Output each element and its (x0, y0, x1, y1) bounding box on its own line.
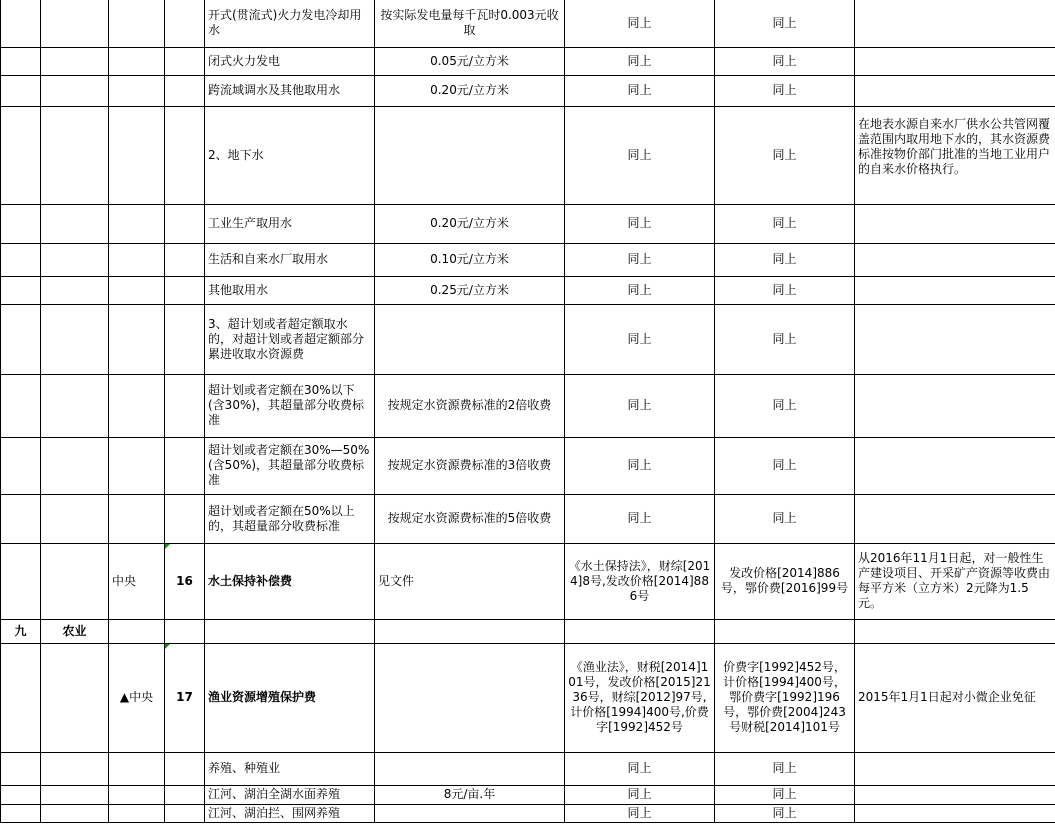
level-cell[interactable]: ▲中央 (109, 643, 165, 752)
standard-cell[interactable]: 8元/亩.年 (375, 785, 565, 804)
price-basis-cell[interactable]: 同上 (715, 437, 855, 494)
price-basis-cell[interactable]: 同上 (715, 75, 855, 106)
basis-cell[interactable]: 同上 (565, 374, 715, 437)
note-cell[interactable] (855, 494, 1055, 543)
basis-cell[interactable]: 同上 (565, 785, 715, 804)
standard-cell[interactable] (375, 804, 565, 822)
item-cell[interactable]: 3、超计划或者超定额取水的，对超计划或者超定额部分累进收取水资源费 (205, 304, 375, 374)
table-row (1, 785, 1055, 804)
item-cell[interactable]: 跨流域调水及其他取用水 (205, 75, 375, 106)
item-cell[interactable]: 闭式火力发电 (205, 47, 375, 75)
note-cell[interactable] (855, 785, 1055, 804)
item-cell[interactable]: 养殖、种殖业 (205, 752, 375, 785)
basis-cell[interactable]: 同上 (565, 437, 715, 494)
table-row (1, 752, 1055, 785)
table-row (1, 243, 1055, 276)
note-cell[interactable] (855, 276, 1055, 304)
note-cell[interactable]: 在地表水源自来水厂供水公共管网覆盖范围内取用地下水的，其水资源费标准按物价部门批准的当地工业用户的自来水价格执行。 (855, 106, 1055, 204)
item-cell[interactable]: 生活和自来水厂取用水 (205, 243, 375, 276)
standard-cell[interactable]: 按规定水资源费标准的2倍收费 (375, 374, 565, 437)
standard-cell[interactable]: 见文件 (375, 543, 565, 619)
basis-cell[interactable]: 同上 (565, 804, 715, 822)
price-basis-cell[interactable]: 同上 (715, 374, 855, 437)
table-row (1, 0, 1055, 47)
basis-cell[interactable]: 同上 (565, 276, 715, 304)
basis-cell[interactable]: 《渔业法》，财税[2014]101号，发改价格[2015]2136号，财综[2012]97号,计价格[1994]400号,价费字[1992]452号 (565, 643, 715, 752)
note-cell[interactable] (855, 204, 1055, 243)
note-cell[interactable] (855, 804, 1055, 822)
basis-cell[interactable]: 同上 (565, 0, 715, 47)
price-basis-cell[interactable]: 同上 (715, 276, 855, 304)
standard-cell[interactable]: 0.20元/立方米 (375, 204, 565, 243)
standard-cell[interactable]: 0.20元/立方米 (375, 75, 565, 106)
price-basis-cell[interactable]: 同上 (715, 304, 855, 374)
table-row (1, 106, 1055, 204)
price-basis-cell[interactable]: 同上 (715, 243, 855, 276)
note-cell[interactable] (855, 243, 1055, 276)
table-row (1, 276, 1055, 304)
table-row (1, 304, 1055, 374)
table-row (1, 494, 1055, 543)
note-cell[interactable] (855, 437, 1055, 494)
item-name[interactable]: 渔业资源增殖保护费 (205, 643, 375, 752)
standard-cell[interactable]: 按规定水资源费标准的5倍收费 (375, 494, 565, 543)
section-title[interactable]: 农业 (41, 619, 109, 643)
price-basis-cell[interactable]: 同上 (715, 204, 855, 243)
basis-cell[interactable]: 《水土保持法》，财综[2014]8号,发改价格[2014]886号 (565, 543, 715, 619)
note-cell[interactable] (855, 374, 1055, 437)
note-cell[interactable]: 2015年1月1日起对小微企业免征 (855, 643, 1055, 752)
standard-cell[interactable] (375, 643, 565, 752)
standard-cell[interactable]: 0.05元/立方米 (375, 47, 565, 75)
table-row (1, 204, 1055, 243)
standard-cell[interactable]: 按规定水资源费标准的3倍收费 (375, 437, 565, 494)
note-cell[interactable] (855, 752, 1055, 785)
price-basis-cell[interactable]: 同上 (715, 106, 855, 204)
item-cell[interactable]: 超计划或者定额在50%以上的，其超量部分收费标准 (205, 494, 375, 543)
table-row (1, 643, 1055, 752)
level-cell[interactable]: 中央 (109, 543, 165, 619)
table-row (1, 804, 1055, 822)
price-basis-cell[interactable]: 价费字[1992]452号，计价格[1994]400号，鄂价费字[1992]196号，鄂价费[2004]243号财税[2014]101号 (715, 643, 855, 752)
item-cell[interactable]: 超计划或者定额在30%以下(含30%)，其超量部分收费标准 (205, 374, 375, 437)
note-cell[interactable] (855, 0, 1055, 47)
price-basis-cell[interactable]: 同上 (715, 785, 855, 804)
basis-cell[interactable]: 同上 (565, 204, 715, 243)
basis-cell[interactable]: 同上 (565, 304, 715, 374)
item-number[interactable]: 16 (165, 543, 205, 619)
note-cell[interactable] (855, 75, 1055, 106)
basis-cell[interactable]: 同上 (565, 47, 715, 75)
item-cell[interactable]: 2、地下水 (205, 106, 375, 204)
table-row (1, 75, 1055, 106)
price-basis-cell[interactable]: 同上 (715, 494, 855, 543)
item-cell[interactable]: 开式(贯流式)火力发电冷却用水 (205, 0, 375, 47)
item-cell[interactable]: 超计划或者定额在30%—50%(含50%)，其超量部分收费标准 (205, 437, 375, 494)
standard-cell[interactable]: 0.10元/立方米 (375, 243, 565, 276)
section-number[interactable]: 九 (1, 619, 41, 643)
item-number[interactable]: 17 (165, 643, 205, 752)
price-basis-cell[interactable]: 同上 (715, 47, 855, 75)
basis-cell[interactable]: 同上 (565, 243, 715, 276)
item-cell[interactable]: 其他取用水 (205, 276, 375, 304)
note-cell[interactable] (855, 304, 1055, 374)
basis-cell[interactable]: 同上 (565, 494, 715, 543)
section-row (1, 619, 1055, 643)
item-cell[interactable]: 工业生产取用水 (205, 204, 375, 243)
standard-cell[interactable] (375, 106, 565, 204)
standard-cell[interactable] (375, 304, 565, 374)
item-cell[interactable]: 江河、湖泊全湖水面养殖 (205, 785, 375, 804)
note-cell[interactable] (855, 47, 1055, 75)
note-cell[interactable]: 从2016年11月1日起，对一般性生产建设项目、开采矿产资源等收费由每平方米（立方米）2元降为1.5元。 (855, 543, 1055, 619)
price-basis-cell[interactable]: 同上 (715, 804, 855, 822)
price-basis-cell[interactable]: 同上 (715, 752, 855, 785)
table-row (1, 543, 1055, 619)
table-row (1, 374, 1055, 437)
price-basis-cell[interactable]: 同上 (715, 0, 855, 47)
basis-cell[interactable]: 同上 (565, 75, 715, 106)
table-row (1, 437, 1055, 494)
price-basis-cell[interactable]: 发改价格[2014]886号，鄂价费[2016]99号 (715, 543, 855, 619)
item-name[interactable]: 水土保持补偿费 (205, 543, 375, 619)
basis-cell[interactable]: 同上 (565, 752, 715, 785)
standard-cell[interactable] (375, 752, 565, 785)
basis-cell[interactable]: 同上 (565, 106, 715, 204)
standard-cell[interactable]: 0.25元/立方米 (375, 276, 565, 304)
table-row (1, 47, 1055, 75)
standard-cell[interactable]: 按实际发电量每千瓦时0.003元收取 (375, 0, 565, 47)
item-cell[interactable]: 江河、湖泊拦、围网养殖 (205, 804, 375, 822)
